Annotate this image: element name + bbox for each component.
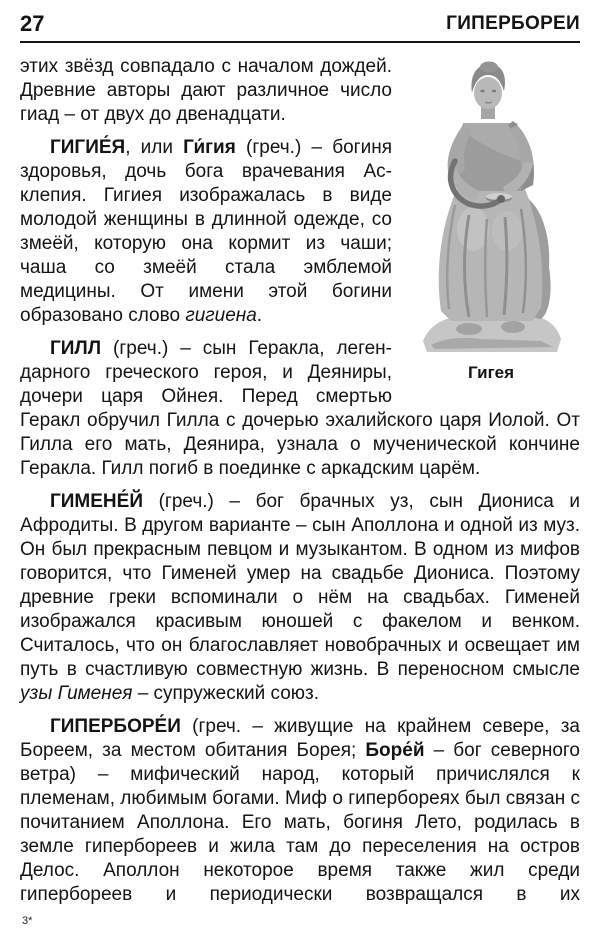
- italic-phrase-bonds-of-hymen: узы Гименея: [20, 683, 133, 704]
- text-run: .: [256, 305, 263, 326]
- text-run: (греч. – живущие на крайнем севере, за Бореем, за местом обитания Борея;: [20, 716, 580, 761]
- italic-term-hygiene: гигиена: [185, 305, 257, 326]
- running-title: ГИПЕРБОРЕИ: [446, 13, 580, 34]
- signature-mark: 3*: [22, 915, 33, 927]
- statue-image: [411, 57, 571, 355]
- figure-caption: Гигея: [467, 363, 515, 382]
- text-run: (греч.) – сын Геракла, легендарного греческого героя, и Деяниры, дочери царя Ойнея. Перед смертью Геракл обручил Гилла с дочерью эхалийского царя Иолой. От Гилла его мать, Деянира, узнала о мученической кончине Геракла. Гилл погиб в поединке с аркадским царём.: [20, 338, 580, 479]
- article-hyperborei: [20, 715, 580, 907]
- term-hygieia: ГИГИЕ́Я: [50, 137, 126, 158]
- article-hymenaios: [20, 490, 580, 706]
- term-boreas: Боре́й: [365, 740, 425, 761]
- text-run: – супружеский союз.: [132, 683, 320, 704]
- hygieia-figure: [402, 57, 580, 385]
- text-run: (греч.) – богиня здоровья, дочь бога врачевания Асклепия. Гигиея изображалась в виде молодой женщины в длинной одежде, со змеёй, которую она кормит из чаши; чаша со змеёй стала эмблемой медицины. От имени этой богини образовано слово: [20, 137, 392, 326]
- page-header: [20, 12, 580, 43]
- text-run: этих звёзд совпадало с началом дождей. Древние авторы дают различное число гиад – от двух до двенадцати.: [20, 56, 392, 125]
- page-body: [20, 55, 580, 907]
- term-hyllus: ГИЛЛ: [50, 338, 102, 359]
- text-run: , или: [125, 137, 184, 158]
- term-hyperborei: ГИПЕРБОРЕ́И: [50, 716, 181, 737]
- term-hymenaios: ГИМЕНЕ́Й: [50, 491, 143, 512]
- text-run: (греч.) – бог брачных уз, сын Диониса и Афродиты. В другом варианте – сын Аполлона и одной из муз. Он был прекрасным певцом и музыкантом. В одном из мифов говорится, что Гименей умер на свадьбе Диониса. Поэтому древние греки вспоминали о нём на свадьбах. Гименей изображался красивым юношей с факелом и венком. Считалось, что он благославляет новобрачных и освещает им путь в счастливую совместную жизнь. В переносном смысле: [20, 491, 580, 680]
- page-number: 27: [20, 11, 45, 36]
- text-run: – бог северного ветра) – мифический народ, который причислялся к племенам, любимым богами. Миф о гипербореях был связан с почитанием Аполлона. Его мать, богиня Лето, родилась в земле гипербореев и жила там до переселения на остров Делос. Аполлон некоторое время также жил среди гипербореев и периодически возвращался в их: [20, 740, 580, 905]
- term-hygieia-alt: Ги́гия: [183, 137, 236, 158]
